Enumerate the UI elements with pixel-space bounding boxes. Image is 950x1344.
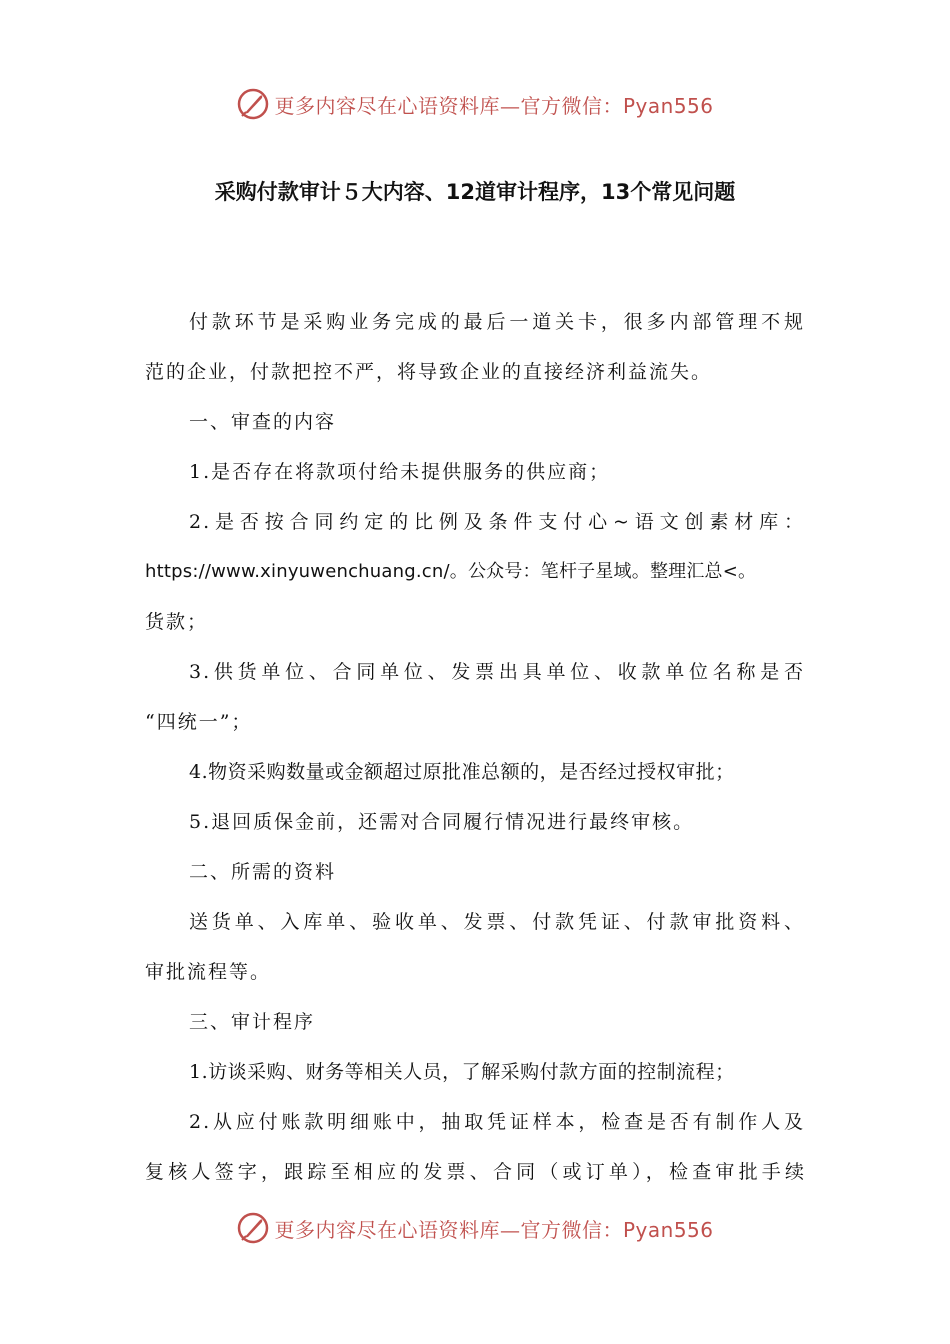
watermark-header: [0, 84, 950, 124]
paragraph-line: 3.供货单位、合同单位、发票出具单位、收款单位名称是否: [189, 661, 805, 683]
quill-logo-icon: [236, 87, 270, 121]
paragraph-line: https://www.xinyuwenchuang.cn/。公众号：笔杆子星域。整理汇总<。: [145, 561, 757, 582]
paragraph-line: 4.物资采购数量或金额超过原批准总额的，是否经过授权审批；: [189, 761, 735, 783]
watermark-footer: [0, 1208, 950, 1248]
quill-logo-icon: [236, 1211, 270, 1245]
watermark-text: 更多内容尽在心语资料库—官方微信：Pyan556: [274, 93, 714, 118]
paragraph-line: 1.访谈采购、财务等相关人员，了解采购付款方面的控制流程；: [189, 1061, 735, 1083]
section-heading: 二、所需的资料: [189, 861, 337, 883]
paragraph-line: 1.是否存在将款项付给未提供服务的供应商；: [189, 461, 611, 483]
document-title: 采购付款审计５大内容、12道审计程序，13个常见问题: [214, 180, 736, 204]
paragraph-line: 送货单、入库单、验收单、发票、付款凭证、付款审批资料、: [189, 911, 805, 933]
paragraph-line: 2.是否按合同约定的比例及条件支付心~语文创素材库：: [189, 511, 805, 533]
section-heading: 一、审查的内容: [189, 411, 337, 433]
paragraph-line: 5.退回质保金前，还需对合同履行情况进行最终审核。: [189, 811, 695, 833]
paragraph-line: 付款环节是采购业务完成的最后一道关卡，很多内部管理不规: [189, 311, 805, 333]
section-heading: 三、审计程序: [189, 1011, 316, 1033]
paragraph-line: 2.从应付账款明细账中，抽取凭证样本，检查是否有制作人及: [189, 1111, 805, 1133]
paragraph-line: 范的企业，付款把控不严，将导致企业的直接经济利益流失。: [145, 361, 713, 383]
watermark-text: 更多内容尽在心语资料库—官方微信：Pyan556: [274, 1217, 714, 1242]
paragraph-line: “四统一”；: [145, 711, 253, 733]
document-body: [145, 297, 805, 1197]
paragraph-line: 货款；: [145, 611, 209, 633]
paragraph-line: 复核人签字，跟踪至相应的发票、合同（或订单），检查审批手续: [145, 1161, 805, 1183]
paragraph-line: 审批流程等。: [145, 961, 272, 983]
